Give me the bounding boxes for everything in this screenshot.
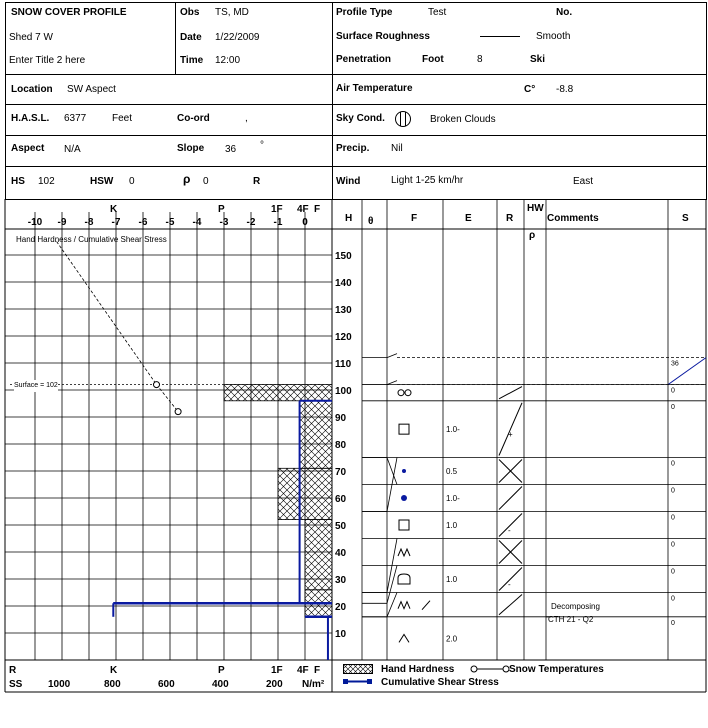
layer-s-value: 36	[671, 360, 679, 368]
wind-label: Wind	[336, 176, 361, 187]
temp-tick-label: 0	[302, 217, 308, 228]
ski-label: Ski	[530, 54, 546, 65]
wind-value: Light 1-25 km/hr	[391, 175, 464, 186]
hand-hardness-bar	[305, 520, 332, 590]
resistance-mark	[499, 595, 522, 615]
grain-symbol-icon	[399, 634, 409, 642]
layer-s-value: 0	[671, 387, 675, 395]
bottom-r-f: F	[314, 665, 321, 676]
height-tick-label: 150	[335, 251, 352, 262]
resistance-mark	[499, 403, 522, 456]
profile-type-label: Profile Type	[336, 7, 393, 18]
grain-symbol-icon	[398, 602, 410, 609]
temp-axis-4f-tick: 4F	[297, 204, 309, 215]
annotation-decomposing: Decomposing	[551, 602, 600, 611]
hsw-label: HSW	[90, 176, 114, 187]
bottom-r-4f: 4F	[297, 665, 309, 676]
height-connector	[387, 354, 397, 358]
hasl-value: 6377	[64, 113, 87, 124]
layer-s-value: 0	[671, 403, 675, 411]
subtitle-1: Shed 7 W	[9, 32, 53, 43]
grain-size-label: 1.0	[446, 575, 458, 584]
bottom-ss-unit: N/m²	[302, 679, 325, 690]
bottom-ss-1000: 1000	[48, 679, 71, 690]
temp-axis-f-tick: F	[314, 204, 321, 215]
layer-s-value: 0	[671, 541, 675, 549]
height-tick-label: 30	[335, 575, 347, 586]
surface-label: Surface = 102	[14, 380, 58, 392]
temp-axis-p-tick: P	[218, 204, 225, 215]
legend-snow-temps: Snow Temperatures	[509, 664, 604, 675]
hs-value: 102	[38, 176, 55, 187]
temperature-point	[154, 382, 160, 388]
layer-s-value: 0	[671, 460, 675, 468]
obs-value: TS, MD	[215, 7, 249, 18]
height-tick-label: 40	[335, 548, 347, 559]
hand-hardness-bar	[300, 401, 332, 469]
height-tick-label: 100	[335, 386, 352, 397]
col-header-r: R	[506, 213, 514, 224]
height-connector	[387, 458, 397, 485]
bottom-r-p: P	[218, 665, 225, 676]
height-tick-label: 10	[335, 629, 347, 640]
sky-cond-label: Sky Cond.	[336, 113, 385, 124]
height-tick-label: 90	[335, 413, 347, 424]
temp-tick-label: -4	[192, 217, 202, 228]
col-header-h: H	[345, 213, 353, 224]
hs-label: HS	[11, 176, 25, 187]
bottom-ss-label: SS	[9, 679, 23, 690]
foot-label: Foot	[422, 54, 444, 65]
grain-symbol-icon	[399, 520, 409, 530]
rho-value: 0	[203, 176, 209, 187]
legend-shear: Cumulative Shear Stress	[381, 677, 499, 688]
time-value: 12:00	[215, 55, 241, 66]
subtitle-2: Enter Title 2 here	[9, 55, 86, 66]
precip-label: Precip.	[336, 143, 370, 154]
temp-tick-label: -5	[165, 217, 175, 228]
temp-axis-1f-tick: 1F	[271, 204, 283, 215]
legend-hand-hardness: Hand Hardness	[381, 664, 455, 675]
temp-tick-label: -10	[27, 217, 43, 228]
layer-s-value: 0	[671, 568, 675, 576]
snow-temp-legend-swatch	[470, 664, 510, 674]
date-label: Date	[180, 32, 202, 43]
temp-tick-label: -3	[219, 217, 229, 228]
layer-s-value: 0	[671, 595, 675, 603]
hand-hardness-bar	[278, 468, 332, 519]
grain-symbol-icon	[398, 549, 410, 556]
temp-tick-label: -8	[84, 217, 94, 228]
grain-symbol-icon	[422, 601, 430, 610]
slope-label: Slope	[177, 143, 205, 154]
slope-value: 36	[225, 144, 237, 155]
hasl-unit: Feet	[112, 113, 133, 124]
grain-size-label: 1.0	[446, 521, 458, 530]
profile-title: SNOW COVER PROFILE	[11, 7, 127, 18]
location-label: Location	[11, 84, 53, 95]
date-value: 1/22/2009	[215, 32, 260, 43]
bottom-r-1f: 1F	[271, 665, 283, 676]
temp-tick-label: -7	[111, 217, 121, 228]
annotation-cth: CTH 21 - Q2	[548, 615, 594, 624]
layer-s-value: 0	[671, 487, 675, 495]
no-label: No.	[556, 7, 573, 18]
col-header-rho: ρ	[529, 230, 536, 241]
grain-size-label: 2.0	[446, 634, 458, 644]
grain-symbol-icon	[398, 574, 410, 584]
height-tick-label: 120	[335, 332, 352, 343]
rho-label: ρ	[183, 172, 191, 186]
obs-label: Obs	[180, 7, 200, 18]
aspect-label: Aspect	[11, 143, 45, 154]
height-tick-label: 80	[335, 440, 347, 451]
hasl-label: H.A.S.L.	[11, 113, 50, 124]
grain-size-label: 0.5	[446, 467, 458, 476]
resistance-mark	[499, 387, 522, 399]
temp-tick-label: -9	[57, 217, 67, 228]
col-header-e: E	[465, 213, 472, 224]
sky-cond-value: Broken Clouds	[430, 114, 496, 125]
temp-tick-label: -6	[138, 217, 148, 228]
r-label: R	[253, 176, 261, 187]
bottom-ss-600: 600	[158, 679, 175, 690]
col-header-comments: Comments	[547, 213, 599, 224]
precip-value: Nil	[391, 143, 403, 154]
resistance-label: -	[508, 526, 511, 535]
temp-axis-k-tick: K	[110, 204, 118, 215]
hand-hardness-legend-swatch	[343, 664, 373, 674]
bottom-ss-800: 800	[104, 679, 121, 690]
coord-value: ,	[245, 113, 248, 124]
grain-size-label: 1.0-	[446, 494, 460, 503]
grain-symbol-icon	[402, 469, 406, 473]
grain-size-label: 1.0-	[446, 425, 460, 435]
height-tick-label: 20	[335, 602, 347, 613]
foot-value: 8	[477, 54, 483, 65]
air-temp-unit: C°	[524, 84, 536, 95]
temperature-point	[175, 409, 181, 415]
bottom-ss-400: 400	[212, 679, 229, 690]
col-header-f: F	[411, 213, 418, 224]
col-header-s: S	[682, 213, 689, 224]
height-tick-label: 140	[335, 278, 352, 289]
shear-legend-swatch	[343, 677, 373, 687]
location-value: SW Aspect	[67, 84, 116, 95]
air-temp-value: -8.8	[556, 84, 574, 95]
wind-direction: East	[573, 176, 594, 187]
layer-s-value: 0	[671, 514, 675, 522]
height-connector	[387, 381, 397, 385]
profile-type-value: Test	[428, 7, 447, 18]
grain-symbol-icon	[401, 495, 407, 501]
plot-label: Hand Hardness / Cumulative Shear Stress	[16, 235, 167, 244]
grain-symbol-icon	[399, 424, 409, 434]
grain-symbol-icon	[405, 390, 411, 396]
col-header-hw: HW	[527, 203, 544, 214]
temperature-line	[157, 385, 179, 412]
air-temp-label: Air Temperature	[336, 83, 413, 94]
bottom-ss-200: 200	[266, 679, 283, 690]
height-tick-label: 70	[335, 467, 347, 478]
surface-roughness-label: Surface Roughness	[336, 31, 430, 42]
grain-symbol-icon	[398, 390, 404, 396]
height-tick-label: 60	[335, 494, 347, 505]
resistance-label: +	[508, 430, 513, 440]
time-label: Time	[180, 55, 204, 66]
resistance-mark	[499, 487, 522, 510]
penetration-label: Penetration	[336, 54, 392, 65]
height-tick-label: 130	[335, 305, 352, 316]
bottom-r-label: R	[9, 665, 17, 676]
height-tick-label: 110	[335, 359, 352, 370]
layer-s-value: 0	[671, 619, 675, 627]
hand-hardness-bar	[224, 385, 332, 401]
temp-tick-label: -1	[273, 217, 283, 228]
temp-tick-label: -2	[246, 217, 256, 228]
col-header-theta: θ	[368, 216, 374, 227]
coord-label: Co-ord	[177, 113, 210, 124]
slope-unit: °	[260, 140, 264, 151]
bottom-r-k: K	[110, 665, 118, 676]
surface-roughness-value: Smooth	[536, 31, 571, 42]
hsw-value: 0	[129, 176, 135, 187]
resistance-label: -	[508, 580, 511, 589]
aspect-value: N/A	[64, 144, 81, 155]
height-tick-label: 50	[335, 521, 347, 532]
